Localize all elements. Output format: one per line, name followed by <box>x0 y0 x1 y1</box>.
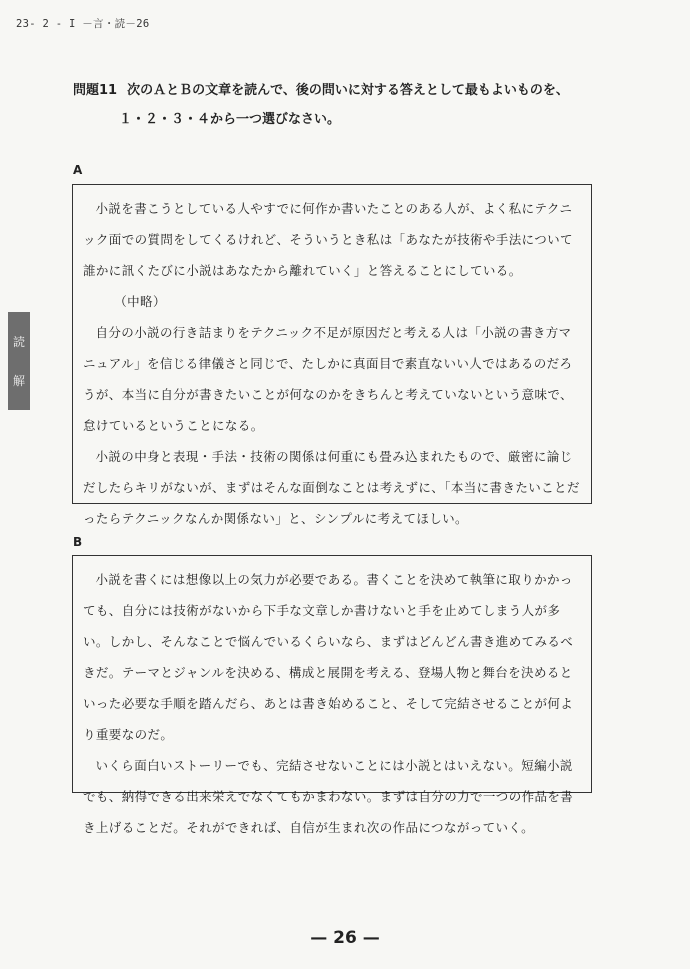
question-prompt <box>73 76 633 134</box>
question-number: 問題11 <box>73 83 118 98</box>
passage-a-label: A <box>73 163 83 177</box>
section-tab <box>8 312 30 410</box>
passage-b-box <box>72 555 592 835</box>
passage-a-paragraph: 自分の小説の行き詰まりをテクニック不足が原因だと考える人は「小説の書き方マニュアル」を信じる律儀さと同じで、たしかに真面目で素直ないい人ではあるのだろうが、本当に自分が書きたいことが何なのかをきちんと考えていないという意味で、怠けているということになる。 <box>83 325 573 433</box>
page-number: — 26 — <box>310 928 380 948</box>
passage-a-paragraph: 小説の中身と表現・手法・技術の関係は何重にも畳み込まれたもので、厳密に論じだしたらキリがないが、まずはそんな面倒なことは考えずに、「本当に書きたいことだったらテクニックなんか関係ない」と、シンプルに考えてほしい。 <box>83 449 580 526</box>
passage-a-omission: （中略） <box>114 294 166 309</box>
passage-b-label: B <box>73 535 83 549</box>
page-header-code: 23- 2 - I －言・読－26 <box>16 18 150 30</box>
passage-a-paragraph: 小説を書こうとしている人やすでに何作か書いたことのある人が、よく私にテクニック面での質問をしてくるけれど、そういうとき私は「あなたが技術や手法について誰かに訊くたびに小説はあなたから離れていく」と答えることにしている。 <box>83 201 573 278</box>
question-text-line2: １・２・３・４から一つ選びなさい。 <box>119 112 341 127</box>
section-tab-char: 解 <box>12 373 25 388</box>
question-text-line1: 次のＡとＢの文章を読んで、後の問いに対する答えとして最もよいものを、 <box>127 83 569 98</box>
section-tab-char: 読 <box>12 335 25 350</box>
passage-a-box <box>72 184 592 526</box>
passage-b-paragraph: 小説を書くには想像以上の気力が必要である。書くことを決めて執筆に取りかかっても、自分には技術がないから下手な文章しか書けないと手を止めてしまう人が多い。しかし、そんなことで悩んでいるくらいなら、まずはどんどん書き進めてみるべきだ。テーマとジャンルを決める、構成と展開を考える、登場人物と舞台を決めるといった必要な手順を踏んだら、あとは書き始めること、そして完結させることが何より重要なのだ。 <box>83 572 574 742</box>
passage-b-paragraph: いくら面白いストーリーでも、完結させないことには小説とはいえない。短編小説でも、納得できる出来栄えでなくてもかまわない。まずは自分の力で一つの作品を書き上げることだ。それができれば、自信が生まれ次の作品につながっていく。 <box>83 758 574 835</box>
